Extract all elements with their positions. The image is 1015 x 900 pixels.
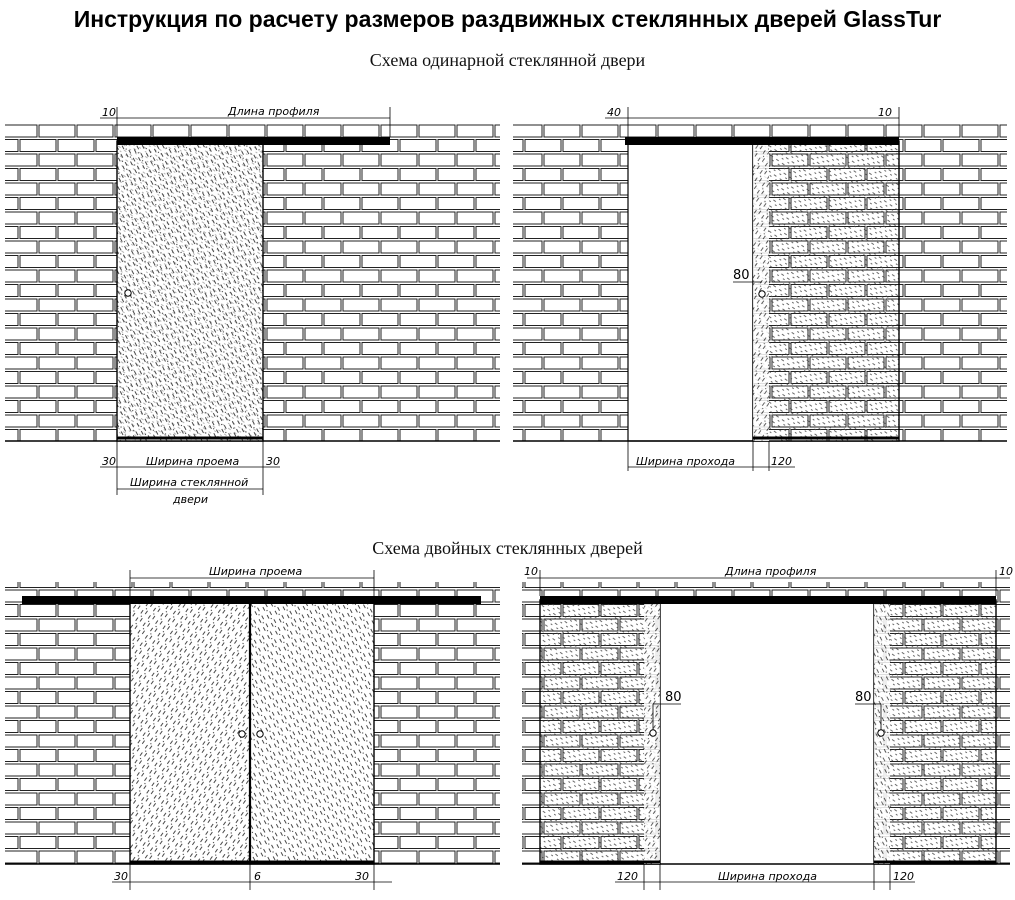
right-glass-door-panel <box>874 600 996 864</box>
opening-width-label: Ширина проема <box>209 565 303 578</box>
left-door-handle-icon <box>650 730 656 736</box>
left-glass-door-panel <box>130 600 250 864</box>
right-door-handle-icon <box>257 731 263 737</box>
double-door-closed-drawing <box>0 560 510 900</box>
single-door-closed-drawing <box>0 95 510 515</box>
double-door-open-drawing <box>505 560 1015 900</box>
handle-80-left-label: 80 <box>665 690 682 705</box>
offset-120-right-label: 120 <box>893 870 914 883</box>
double-scheme-title: Схема двойных стеклянных дверей <box>372 538 643 558</box>
page-title: Инструкция по расчету размеров раздвижных стеклянных дверей GlassTur <box>73 6 942 32</box>
offset-120-left-label: 120 <box>617 870 638 883</box>
door-handle-icon <box>125 290 131 296</box>
passage-width-label: Ширина прохода <box>636 455 735 468</box>
door-opening <box>660 600 874 864</box>
rail-profile <box>117 137 390 145</box>
handle-80-right-label: 80 <box>855 690 872 705</box>
door-opening <box>628 141 753 441</box>
left-glass-door-panel <box>540 600 660 864</box>
profile-length-label: Длина профиля <box>725 565 817 578</box>
offset-40-label: 40 <box>607 106 621 119</box>
left-door-handle-icon <box>239 731 245 737</box>
rail-profile <box>22 596 481 604</box>
offset-30-left-label: 30 <box>114 870 128 883</box>
passage-width-label: Ширина прохода <box>718 870 817 883</box>
rail-profile <box>540 596 996 604</box>
glass-door-panel <box>753 141 899 441</box>
door-handle-icon <box>759 291 765 297</box>
offset-30-right-label: 30 <box>355 870 369 883</box>
single-door-open-drawing <box>505 95 1015 515</box>
right-door-handle-icon <box>878 730 884 736</box>
offset-10-left-label: 10 <box>524 565 538 578</box>
opening-width-label: Ширина проема <box>146 455 240 468</box>
door-width-label-1: Ширина стеклянной <box>130 476 249 489</box>
rail-profile <box>625 137 899 145</box>
offset-10-label: 10 <box>878 106 892 119</box>
right-glass-door-panel <box>250 600 374 864</box>
offset-30-right-label: 30 <box>266 455 280 468</box>
single-scheme-title: Схема одинарной стеклянной двери <box>369 50 646 70</box>
profile-length-label: Длина профиля <box>228 105 320 118</box>
gap-6-label: 6 <box>254 870 261 883</box>
door-width-label-2: двери <box>173 493 208 506</box>
handle-80-label: 80 <box>733 268 750 283</box>
offset-120-label: 120 <box>771 455 792 468</box>
offset-10-right-label: 10 <box>999 565 1013 578</box>
offset-30-left-label: 30 <box>102 455 116 468</box>
offset-10-label: 10 <box>102 106 116 119</box>
